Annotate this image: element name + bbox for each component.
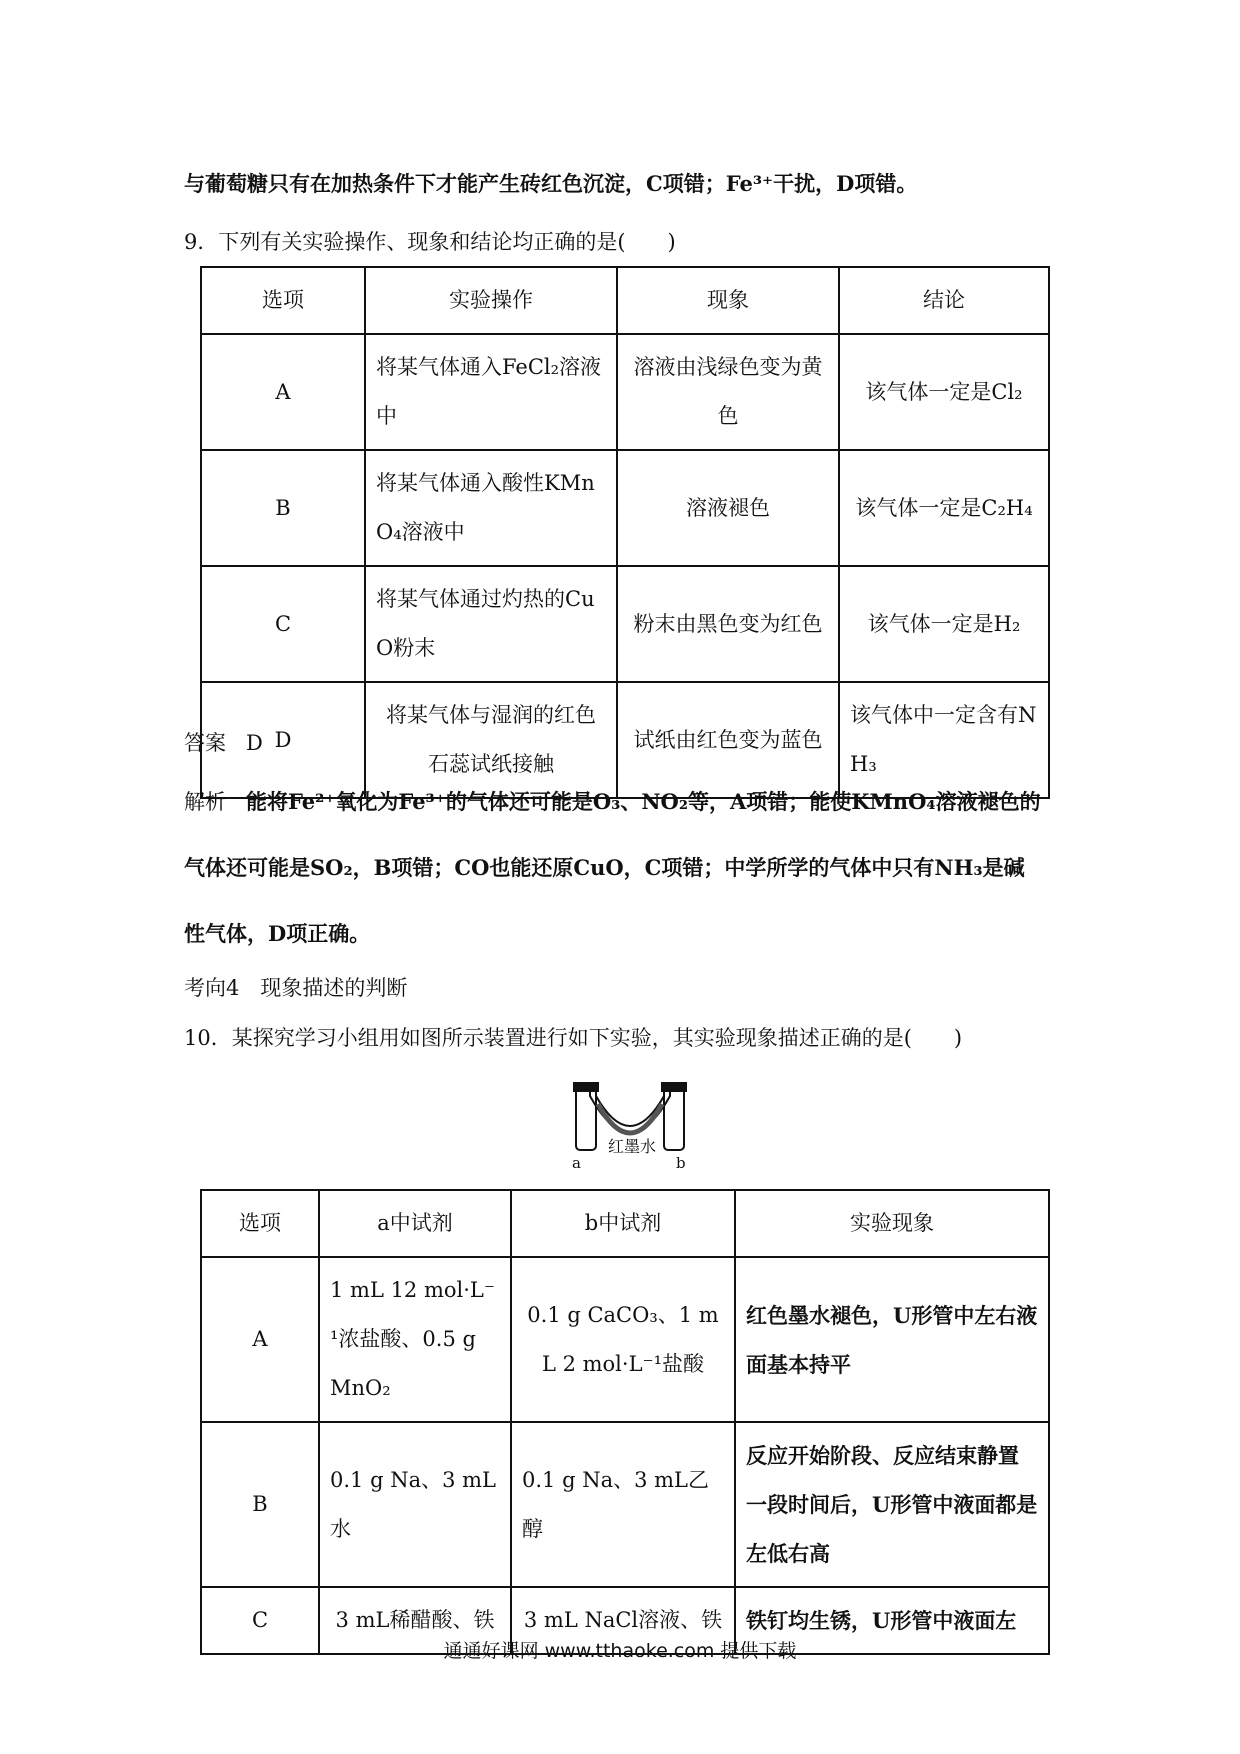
operation-cell: 将某气体通入酸性KMnO₄溶液中 (365, 450, 617, 566)
phenomenon-cell: 溶液褪色 (617, 450, 839, 566)
analysis-label: 解析 (184, 790, 226, 814)
table-header-row (201, 267, 1049, 334)
operation-cell: 将某气体通过灼热的CuO粉末 (365, 566, 617, 682)
analysis-text: 能将Fe²⁺氧化为Fe³⁺的气体还可能是O₃、NO₂等，A项错；能使KMnO₄溶液褪色的 (246, 789, 1041, 814)
table-row (201, 334, 1049, 450)
reagent-b-cell: 0.1 g CaCO₃、1 mL 2 mol·L⁻¹盐酸 (511, 1257, 735, 1422)
phenomenon-cell: 粉末由黑色变为红色 (617, 566, 839, 682)
figure-label-b: b (676, 1154, 686, 1172)
option-cell: A (201, 334, 365, 450)
answer-label: 答案 (184, 731, 226, 755)
phenomenon-cell: 红色墨水褪色，U形管中左右液面基本持平 (735, 1257, 1049, 1422)
conclusion-cell: 该气体一定是C₂H₄ (839, 450, 1049, 566)
option-cell: A (201, 1257, 319, 1422)
analysis-line-3: 性气体，D项正确。 (184, 921, 371, 946)
header-cell: a中试剂 (319, 1190, 511, 1257)
phenomenon-cell: 铁钉均生锈，U形管中液面左 (735, 1587, 1049, 1654)
header-cell: 选项 (201, 1190, 319, 1257)
reagent-b-cell: 3 mL NaCl溶液、铁 (511, 1587, 735, 1654)
header-cell: 实验现象 (735, 1190, 1049, 1257)
reagent-b-cell: 0.1 g Na、3 mL乙醇 (511, 1422, 735, 1587)
section-heading: 考向4 现象描述的判断 (184, 976, 408, 1000)
u-tube-figure (560, 1076, 700, 1177)
table-row (201, 1257, 1049, 1422)
analysis-line-2: 气体还可能是SO₂，B项错；CO也能还原CuO，C项错；中学所学的气体中只有NH₃是碱 (184, 855, 1025, 880)
intro-line: 与葡萄糖只有在加热条件下才能产生砖红色沉淀，C项错；Fe³⁺干扰，D项错。 (184, 171, 918, 196)
q9-table (200, 266, 1050, 799)
header-cell: 实验操作 (365, 267, 617, 334)
table-row (201, 450, 1049, 566)
header-cell: 选项 (201, 267, 365, 334)
option-cell: B (201, 450, 365, 566)
analysis-line-1 (184, 786, 1041, 816)
header-cell: 现象 (617, 267, 839, 334)
answer-value: D (246, 731, 263, 755)
conclusion-cell: 该气体中一定含有NH₃ (839, 682, 1049, 798)
figure-label-mid: 红墨水 (608, 1137, 657, 1156)
phenomenon-cell: 溶液由浅绿色变为黄色 (617, 334, 839, 450)
option-cell: B (201, 1422, 319, 1587)
q10-stem: 10．某探究学习小组用如图所示装置进行如下实验，其实验现象描述正确的是( ) (184, 1026, 963, 1050)
phenomenon-cell: 试纸由红色变为蓝色 (617, 682, 839, 798)
reagent-a-cell: 1 mL 12 mol·L⁻¹浓盐酸、0.5 g MnO₂ (319, 1257, 511, 1422)
header-cell: 结论 (839, 267, 1049, 334)
figure-label-a: a (572, 1154, 581, 1172)
option-cell: C (201, 1587, 319, 1654)
conclusion-cell: 该气体一定是H₂ (839, 566, 1049, 682)
table-row (201, 566, 1049, 682)
conclusion-cell: 该气体一定是Cl₂ (839, 334, 1049, 450)
reagent-a-cell: 3 mL稀醋酸、铁 (319, 1587, 511, 1654)
table-row (201, 1422, 1049, 1587)
q9-stem: 9．下列有关实验操作、现象和结论均正确的是( ) (184, 230, 676, 254)
answer-line (184, 727, 263, 757)
q10-table (200, 1189, 1050, 1655)
table-header-row (201, 1190, 1049, 1257)
option-cell: C (201, 566, 365, 682)
operation-cell: 将某气体通入FeCl₂溶液中 (365, 334, 617, 450)
table-row (201, 682, 1049, 798)
footer-text: 通通好课网 www.tthaoke.com 提供下载 (443, 1640, 797, 1662)
option-cell: D (201, 682, 365, 798)
operation-cell: 将某气体与湿润的红色石蕊试纸接触 (365, 682, 617, 798)
header-cell: b中试剂 (511, 1190, 735, 1257)
phenomenon-cell: 反应开始阶段、反应结束静置一段时间后，U形管中液面都是左低右高 (735, 1422, 1049, 1587)
reagent-a-cell: 0.1 g Na、3 mL水 (319, 1422, 511, 1587)
